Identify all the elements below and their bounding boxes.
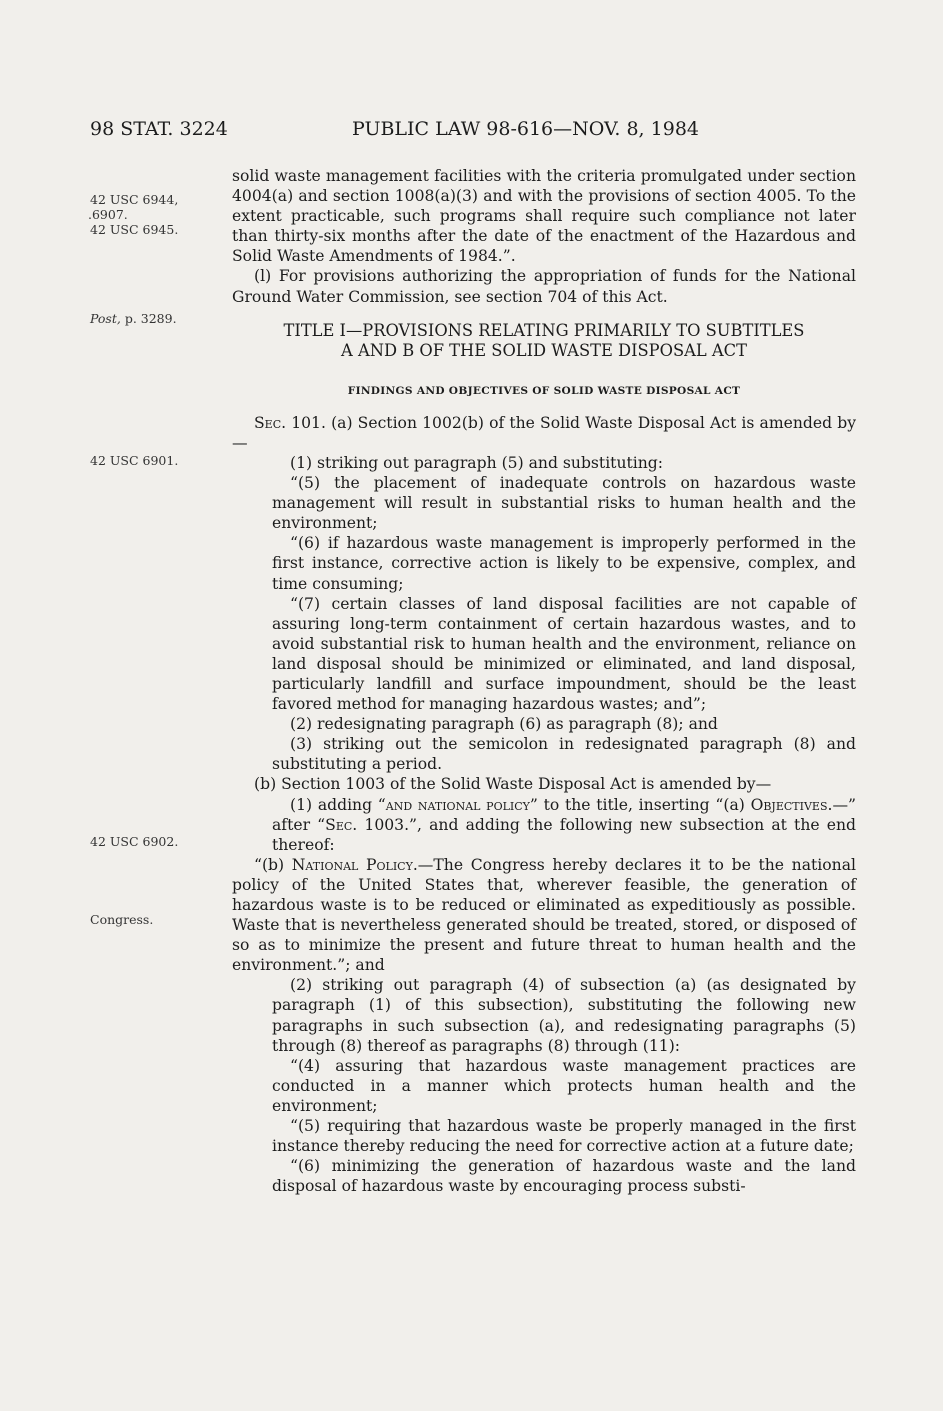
text-run: (1) adding “ — [290, 795, 386, 814]
text-run: ” to the title, inserting “(a) — [529, 795, 751, 814]
quoted-paragraph-4: “(4) assuring that hazardous waste management practices are conducted in a manner which protects human health and the environment; — [272, 1056, 856, 1115]
margin-note-line: .6907. — [88, 207, 128, 222]
quoted-paragraph-6: “(6) if hazardous waste management is improperly performed in the first instance, corrective action is likely to be expensive, complex, and time consuming; — [272, 534, 856, 593]
national-policy-paragraph — [232, 855, 856, 976]
subsection-b-item-1 — [232, 795, 856, 855]
subsection-b-intro: (b) Section 1003 of the Solid Waste Disposal Act is amended by— — [254, 775, 772, 794]
public-law-heading: PUBLIC LAW 98-616—NOV. 8, 1984 — [352, 118, 699, 140]
quoted-paragraph-5-new: “(5) requiring that hazardous waste be properly managed in the first instance thereby reducing the need for corrective action at a future date; — [272, 1117, 856, 1156]
margin-note-post — [90, 311, 220, 326]
small-caps-run: Sec — [325, 815, 353, 834]
margin-note-line: 42 USC 6944, — [90, 192, 179, 207]
page-header — [90, 118, 860, 148]
small-caps-run: National Policy — [291, 855, 413, 874]
section-101-intro — [232, 413, 856, 453]
text-run: . 1003.”, and adding the following new subsection at the end thereof: — [272, 815, 857, 854]
stat-page-number: 98 STAT. 3224 — [90, 118, 228, 140]
section-subheading: FINDINGS AND OBJECTIVES OF SOLID WASTE DISPOSAL ACT — [347, 384, 741, 397]
text-run: .—” after “ — [272, 795, 857, 834]
margin-note-usc-6944 — [90, 192, 220, 237]
small-caps-run: Objectives — [750, 795, 828, 814]
item-1: (1) striking out paragraph (5) and substituting: — [290, 453, 664, 472]
small-caps-run: and national policy — [385, 795, 530, 814]
sec-text: 101. (a) Section 1002(b) of the Solid Waste Disposal Act is amended by— — [232, 413, 856, 452]
quoted-paragraph-7: “(7) certain classes of land disposal facilities are not capable of assuring long-term containment of certain hazardous wastes, and to avoid substantial risk to human health and the environment, reliance on land disposal should be minimized or eliminated, and land disposal, particularly landfill and surface impoundment, should be the least favored method for managing hazardous wastes; and”; — [272, 594, 856, 714]
margin-note-post-italic: Post, — [90, 311, 121, 326]
margin-note-post-ref: p. 3289. — [120, 311, 177, 326]
margin-note-line: 42 USC 6945. — [90, 222, 179, 237]
quoted-paragraph-6-new: “(6) minimizing the generation of hazardous waste and the land disposal of hazardous waste by encouraging process substi- — [272, 1157, 856, 1196]
item-3: (3) striking out the semicolon in redesignated paragraph (8) and substituting a period. — [272, 735, 856, 774]
margin-note-usc-6901: 42 USC 6901. — [90, 453, 179, 468]
title-heading — [232, 321, 856, 361]
quoted-paragraph-5: “(5) the placement of inadequate controls on hazardous waste management will result in substantial risks to human health and the environment; — [272, 474, 856, 533]
margin-note-usc-6902: 42 USC 6902. — [90, 834, 179, 849]
title-line: TITLE I—PROVISIONS RELATING PRIMARILY TO SUBTITLES — [283, 320, 805, 340]
paragraph-l: (l) For provisions authorizing the appropriation of funds for the National Ground Water Commission, see section 704 of this Act. — [232, 267, 856, 306]
sec-label: Sec. — [254, 413, 287, 432]
text-run: .—The Congress hereby declares it to be the national policy of the United States that, wherever feasible, the generation of hazardous waste is to be reduced or eliminated as expeditiously as possible. Waste that is nevertheless generated should be treated, stored, or disposed of so as to minimize the present and future threat to human health and the environment.”; and — [232, 855, 856, 975]
item-2: (2) redesignating paragraph (6) as paragraph (8); and — [290, 715, 718, 734]
margin-note-congress: Congress. — [90, 912, 154, 927]
paragraph-compliance: solid waste management facilities with the criteria promulgated under section 4004(a) and section 1008(a)(3) and with the provisions of section 4005. To the extent practicable, such programs shall require such compliance not later than thirty-six months after the date of the enactment of the Hazardous and Solid Waste Amendments of 1984.”. — [232, 167, 856, 266]
body-text — [232, 166, 856, 1196]
title-line: A AND B OF THE SOLID WASTE DISPOSAL ACT — [341, 340, 747, 360]
subsection-b-item-2: (2) striking out paragraph (4) of subsection (a) (as designated by paragraph (1) of this subsection), substituting the following new paragraphs in such subsection (a), and redesignating paragraphs (5) through (8) thereof as paragraphs (8) through (11): — [272, 976, 856, 1055]
text-run: “(b) — [254, 855, 292, 874]
